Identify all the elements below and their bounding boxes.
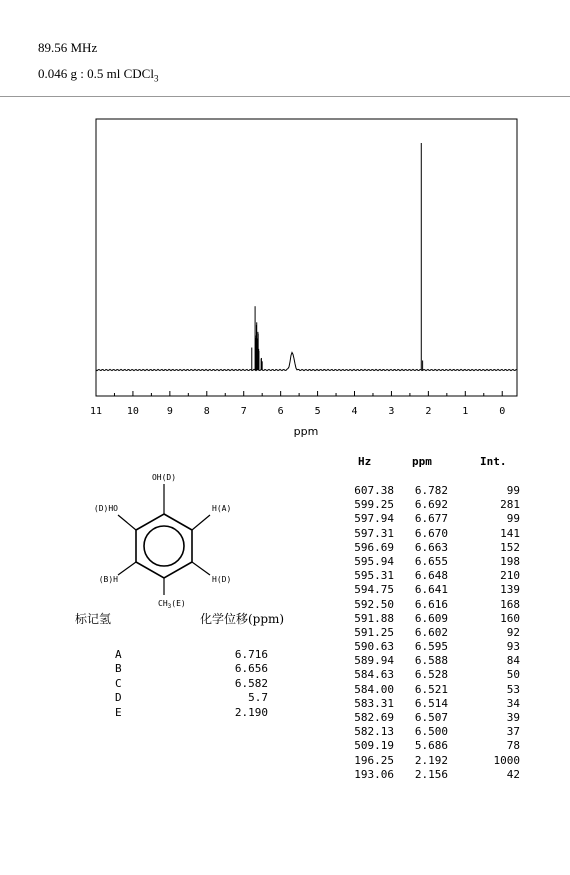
assignment-table — [60, 648, 300, 720]
peak-int: 141 — [500, 526, 520, 540]
peak-hz: 597.31 — [354, 526, 394, 540]
peak-row — [340, 640, 520, 654]
assignment-col-label: 标记氢 — [75, 612, 112, 626]
peak-hz: 595.94 — [354, 554, 394, 568]
x-tick-label: 6 — [277, 406, 284, 417]
plot-frame — [96, 119, 517, 396]
x-tick-label: 2 — [425, 406, 432, 417]
peak-int: 168 — [500, 597, 520, 611]
x-axis-label: ppm — [293, 425, 319, 438]
peak-row — [340, 683, 520, 697]
peak-ppm: 2.156 — [414, 767, 448, 781]
peak-ppm: 6.507 — [414, 711, 448, 724]
peak-ppm: 6.692 — [414, 498, 448, 512]
label-oh-d: OH(D) — [151, 473, 177, 482]
x-tick-label: 1 — [462, 406, 469, 417]
peak-ppm: 6.521 — [414, 682, 448, 696]
aromatic-circle — [144, 526, 184, 566]
peak-ppm: 6.616 — [414, 597, 448, 611]
peak-ppm: 6.500 — [414, 725, 448, 739]
peak-row — [340, 512, 520, 526]
label-h-b: (B)H — [98, 575, 118, 584]
peak-row — [340, 583, 520, 597]
x-tick-label: 10 — [126, 406, 139, 417]
sample-subscript: 3 — [153, 73, 159, 84]
peak-ppm: 2.192 — [414, 753, 448, 767]
peak-int: 50 — [506, 668, 520, 682]
peak-ppm: 6.670 — [414, 526, 448, 540]
peak-ppm: 6.648 — [414, 569, 448, 583]
molecule-structure — [60, 470, 300, 610]
peak-row — [340, 527, 520, 541]
peak-hz: 596.69 — [354, 540, 394, 554]
peak-int: 139 — [500, 583, 520, 597]
assignment-row — [60, 706, 300, 720]
assignment-shift: 2.190 — [234, 705, 268, 719]
peak-ppm: 6.588 — [414, 654, 448, 668]
assignment-row — [60, 662, 300, 676]
x-tick-label: 5 — [314, 406, 321, 417]
x-tick-label: 11 — [89, 406, 103, 417]
peak-ppm: 6.514 — [414, 696, 448, 710]
peak-hz: 590.63 — [354, 640, 394, 654]
peak-row — [340, 498, 520, 512]
peak-ppm: 6.641 — [414, 583, 448, 597]
label-h-a: H(A) — [212, 504, 232, 513]
peak-lines — [252, 143, 423, 370]
peak-ppm: 6.782 — [414, 484, 448, 497]
peak-int: 34 — [506, 696, 520, 710]
assignment-row — [60, 648, 300, 662]
label-ho-d: (D)HO — [93, 504, 118, 513]
label-ch3-e — [158, 599, 186, 610]
assignment-row — [60, 691, 300, 705]
peak-row — [340, 484, 520, 498]
peak-int: 1000 — [493, 753, 520, 767]
peak-int: 42 — [506, 767, 520, 781]
peak-hz: 196.25 — [354, 753, 394, 767]
peak-int: 92 — [506, 625, 520, 639]
peak-hz: 591.25 — [354, 625, 394, 639]
x-tick-label: 0 — [499, 406, 506, 417]
peak-int: 37 — [506, 725, 520, 739]
frequency-label: 89.56 MHz — [38, 40, 98, 55]
peak-ppm: 6.528 — [414, 668, 448, 682]
label-ch3-sub: 3 — [167, 603, 172, 610]
peak-row — [340, 768, 520, 782]
peak-int: 78 — [506, 739, 520, 753]
assignment-col-shift: 化学位移(ppm) — [200, 612, 285, 626]
assignment-label: A — [115, 648, 122, 661]
peak-int: 53 — [506, 682, 520, 696]
peak-hz: 582.13 — [354, 725, 394, 739]
peak-ppm: 6.602 — [414, 625, 448, 639]
assignment-label: E — [115, 705, 122, 719]
peak-int: 99 — [506, 512, 520, 526]
assignment-label: D — [115, 691, 122, 705]
assignment-shift: 5.7 — [248, 691, 268, 705]
peak-ppm: 6.609 — [414, 611, 448, 625]
peak-row — [340, 739, 520, 753]
peak-hz: 599.25 — [354, 498, 394, 512]
peak-ppm: 5.686 — [414, 739, 448, 753]
x-tick-label: 8 — [203, 406, 210, 417]
peak-hz: 584.00 — [354, 682, 394, 696]
peak-row — [340, 598, 520, 612]
peak-row — [340, 754, 520, 768]
peak-ppm: 6.655 — [414, 554, 448, 568]
peak-hz: 592.50 — [354, 597, 394, 611]
peak-row — [340, 541, 520, 555]
peak-row — [340, 555, 520, 569]
bond-hd — [192, 562, 210, 575]
x-tick-label: 4 — [351, 406, 358, 417]
assignment-shift: 6.582 — [234, 676, 268, 690]
peak-hz: 594.75 — [354, 583, 394, 597]
x-tick-label: 3 — [388, 406, 395, 417]
label-e: (E) — [171, 599, 186, 608]
peak-int: 198 — [500, 554, 520, 568]
bond-ha — [192, 515, 210, 530]
peak-row — [340, 725, 520, 739]
label-h-d: H(D) — [212, 575, 232, 584]
bond-ho — [118, 515, 136, 530]
peak-int: 39 — [506, 711, 520, 724]
peak-int: 152 — [500, 540, 520, 554]
spectrum-trace — [96, 352, 517, 370]
peak-hz: 595.31 — [354, 569, 394, 583]
x-axis — [90, 391, 505, 417]
header-int: Int. — [480, 455, 507, 468]
x-tick-label: 7 — [240, 406, 247, 417]
assignment-shift: 6.716 — [234, 648, 268, 661]
peak-int: 99 — [506, 484, 520, 497]
peak-row — [340, 654, 520, 668]
peak-row — [340, 612, 520, 626]
assignment-label: C — [115, 676, 122, 690]
peak-hz: 597.94 — [354, 512, 394, 526]
assignment-row — [60, 677, 300, 691]
peak-row — [340, 697, 520, 711]
peak-row — [340, 668, 520, 682]
peak-int: 84 — [506, 654, 520, 668]
label-ch: CH — [158, 599, 168, 608]
peak-int: 281 — [500, 498, 520, 512]
peak-row — [340, 711, 520, 725]
x-tick-label: 9 — [166, 406, 173, 417]
peak-table — [340, 484, 520, 782]
peak-hz: 583.31 — [354, 696, 394, 710]
peak-ppm: 6.677 — [414, 512, 448, 526]
peak-hz: 607.38 — [354, 484, 394, 497]
assignment-shift: 6.656 — [234, 662, 268, 676]
peak-hz: 589.94 — [354, 654, 394, 668]
peak-int: 93 — [506, 640, 520, 654]
peak-row — [340, 569, 520, 583]
header-hz: Hz — [358, 455, 372, 468]
peak-int: 160 — [500, 611, 520, 625]
peak-hz: 509.19 — [354, 739, 394, 753]
peak-row — [340, 626, 520, 640]
peak-hz: 582.69 — [354, 711, 394, 724]
peak-hz: 591.88 — [354, 611, 394, 625]
peak-hz: 584.63 — [354, 668, 394, 682]
peak-hz: 193.06 — [354, 767, 394, 781]
peak-ppm: 6.663 — [414, 540, 448, 554]
peak-ppm: 6.595 — [414, 640, 448, 654]
assignment-label: B — [115, 662, 122, 676]
peak-int: 210 — [500, 569, 520, 583]
bond-hb — [118, 562, 136, 575]
sample-text: 0.046 g : 0.5 ml CDCl — [38, 66, 154, 81]
header-ppm: ppm — [412, 455, 432, 468]
